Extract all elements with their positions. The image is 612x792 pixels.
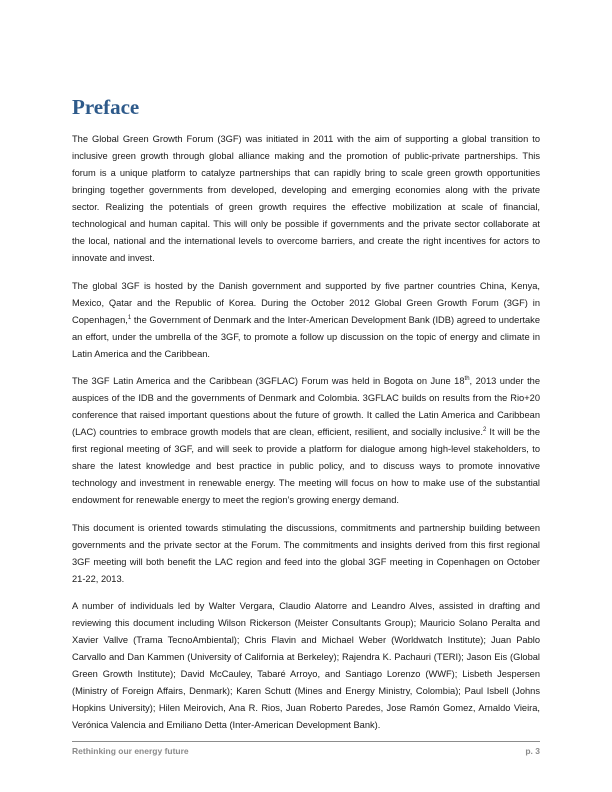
paragraph-text: The global 3GF is hosted by the Danish government and supported by five partner countries China, Kenya, Mexico, Qatar and the Republic of Korea. During the October 2012 Global Green Growth Forum (3GF) in Copenhagen, <box>72 280 540 325</box>
page-title: Preface <box>72 95 140 119</box>
preface-body <box>72 131 540 745</box>
paragraph-acknowledgements <box>72 598 540 734</box>
paragraph-forum <box>72 373 540 509</box>
paragraph-text: The 3GF Latin America and the Caribbean (3GFLAC) Forum was held in Bogota on June 18 <box>72 376 465 386</box>
paragraph-text: , 2013 under the auspices of the IDB and the governments of Denmark and Colombia. 3GFLAC builds on results from the Rio+20 conference that raised important questions about the future of growth. It called the Latin America and Caribbean (LAC) countries to embrace growth models that are clean, efficient, resilient, and socially inclusive. <box>72 376 541 437</box>
footnote-marker: 2 <box>482 426 487 433</box>
ordinal-suffix: th <box>464 375 470 382</box>
footer-document-title: Rethinking our energy future <box>72 746 189 756</box>
paragraph-text: It will be the first regional meeting of 3GF, and will seek to provide a platform for dialogue among high-level stakeholders, to share the latest knowledge and best practice in public policy, and to discuss ways to promote innovative technology and investment in renewable energy. The meeting will focus on how to make use of the substantial endowment for renewable energy to meet the region’s growing energy demand. <box>72 427 541 505</box>
paragraph-text: A number of individuals led by Walter Vergara, Claudio Alatorre and Leandro Alves, assisted in drafting and reviewing this document including Wilson Rickerson (Meister Consultants Group); Mauricio Solano Peralta and Xavier Vallve (Trama TecnoAmbiental); Chris Flavin and Michael Weber (Worldwatch Institute); Juan Pablo Carvallo and Dan Kammen (University of California at Berkeley); Rajendra K. Pachauri (TERI); Jason Eis (Global Green Growth Institute); David McCauley, Tabaré Arroyo, and Santiago Lorenzo (WWF); Lisbeth Jespersen (Ministry of Foreign Affairs, Denmark); Karen Schutt (Mines and Energy Ministry, Colombia); Paul Isbell (Johns Hopkins University); Hilen Meirovich, Ana R. Rios, Juan Roberto Paredes, Jose Ramón Gomez, Arnaldo Vieira, Verónica Valencia and Emiliano Detta (Inter-American Development Bank). <box>72 601 540 730</box>
footer-divider <box>72 741 540 742</box>
paragraph-text: the Government of Denmark and the Inter-American Development Bank (IDB) agreed to undertake an effort, under the umbrella of the 3GF, to promote a follow up discussion on the topic of energy and climate in Latin America and the Caribbean. <box>72 314 541 359</box>
paragraph-purpose <box>72 520 540 588</box>
footer-page-number: p. 3 <box>525 746 540 756</box>
paragraph-hosting <box>72 278 540 363</box>
paragraph-text: The Global Green Growth Forum (3GF) was initiated in 2011 with the aim of supporting a global transition to inclusive green growth through global alliance making and the promotion of public-private partnerships. This forum is a unique platform to catalyze partnerships that can rapidly bring to scale green growth opportunities bringing together governments from developed, developing and emerging economies along with the private sector. Realizing the potentials of green growth requires the effective mobilization at scale of financial, technological and human capital. This will only be possible if governments and the private sector collaborate at the local, national and the international levels to overcome barriers, and create the right incentives for actors to innovate and invest. <box>72 134 540 263</box>
footnote-marker: 1 <box>127 314 132 321</box>
paragraph-intro <box>72 131 540 267</box>
paragraph-text: This document is oriented towards stimulating the discussions, commitments and partnership building between governments and the private sector at the Forum. The commitments and insights derived from this first regional 3GF meeting will both benefit the LAC region and feed into the global 3GF meeting in Copenhagen on October 21-22, 2013. <box>72 522 540 584</box>
